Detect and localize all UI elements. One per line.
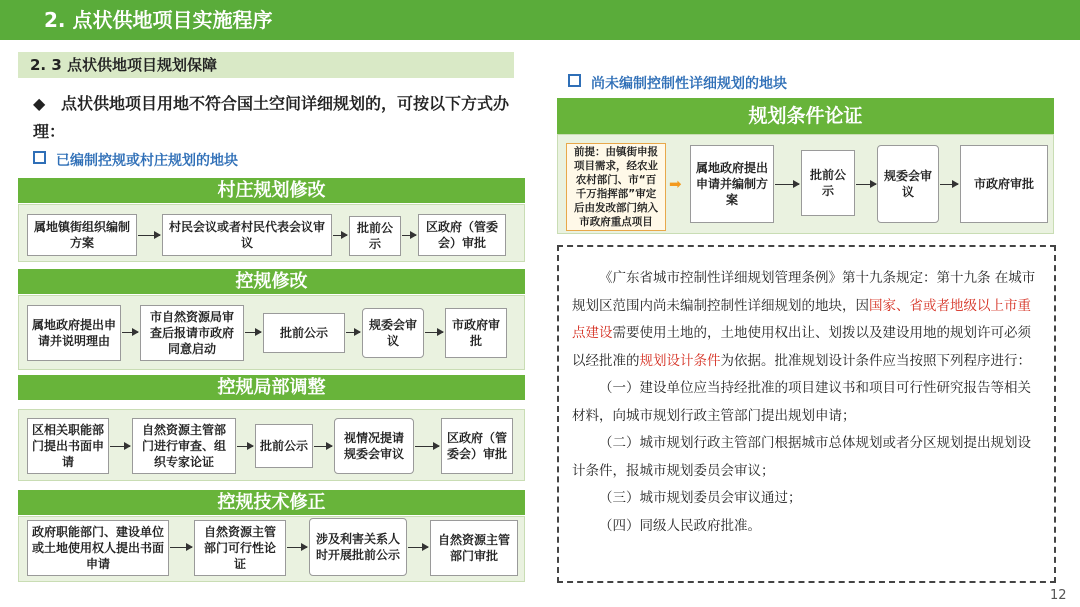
square-bullet-icon [33, 151, 46, 164]
arrow-right-icon [314, 446, 332, 447]
diamond-bullet-icon: ◆ [33, 94, 46, 113]
planning-condition-band: 规划条件论证 [557, 98, 1054, 134]
flow-step: 区相关职能部门提出书面申请 [27, 418, 109, 474]
intro-paragraph [33, 90, 523, 146]
arrow-right-icon [402, 235, 416, 236]
flow-step: 自然资源主管部门审批 [430, 520, 518, 576]
arrow-right-icon [245, 332, 261, 333]
arrow-right-icon [138, 235, 160, 236]
flow-step: 批前公示 [255, 424, 313, 468]
partial-adjustment-band: 控规局部调整 [18, 375, 525, 400]
arrow-right-icon [856, 184, 876, 185]
square-bullet-icon [568, 74, 581, 87]
arrow-right-icon [122, 332, 138, 333]
arrow-right-icon [425, 332, 443, 333]
flow-step: 涉及利害关系人时开展批前公示 [309, 518, 407, 576]
regulation-item: （四）同级人民政府批准。 [599, 517, 761, 534]
flow-step: 自然资源主管部门可行性论证 [194, 520, 286, 576]
regulation-item: （二）城市规划行政主管部门根据城市总体规划或者分区规划提出规划设计条件，报城市规划委员会审议； [572, 435, 1031, 479]
arrow-right-icon [237, 446, 253, 447]
flow-step: 区政府（管委会）审批 [441, 418, 513, 474]
flow-step: 批前公示 [349, 216, 401, 256]
arrow-right-icon [170, 547, 192, 548]
village-plan-band: 村庄规划修改 [18, 178, 525, 203]
flow-step: 属地政府提出申请并说明理由 [27, 305, 121, 361]
regulation-highlight: 国家、省或者地级以上市重点建设 [572, 297, 1031, 341]
flow-step: 规委会审议 [362, 308, 424, 358]
regulation-text [572, 265, 1042, 540]
left-subheading [33, 150, 238, 170]
right-subheading-text: 尚未编制控制性详细规划的地块 [591, 76, 787, 92]
page-title: 2. 点状供地项目实施程序 [0, 0, 1080, 40]
regulation-item: （一）建设单位应当持经批准的项目建议书和项目可行性研究报告等相关材料，向城市规划行政主管部门提出规划申请； [572, 380, 1031, 424]
flow-step: 自然资源主管部门进行审查、组织专家论证 [132, 418, 236, 474]
flow-step: 市政府审批 [960, 145, 1048, 223]
regulation-highlight: 规划设计条件 [639, 352, 721, 369]
arrow-right-icon [346, 332, 360, 333]
flow-step: 属地政府提出申请并编制方案 [690, 145, 774, 223]
flow-step: 市自然资源局审查后报请市政府同意启动 [140, 305, 244, 361]
regulation-paragraph [572, 265, 1042, 375]
flow-step: 视情况提请规委会审议 [334, 418, 414, 474]
regulation-text-part: 为依据。批准规划设计条件应当按照下列程序进行： [720, 352, 1031, 369]
flow-step: 村民会议或者村民代表会议审议 [162, 214, 332, 256]
arrow-right-icon [415, 446, 439, 447]
flow-step: 批前公示 [263, 313, 345, 353]
left-subheading-text: 已编制控规或村庄规划的地块 [56, 153, 238, 169]
flow-step: 政府职能部门、建设单位或土地使用权人提出书面申请 [27, 520, 169, 576]
regulation-text-part: 需要使用土地的，土地使用权出让、划拨以及建设用地的规划许可必须以经批准的 [572, 325, 1031, 369]
flow-step: 批前公示 [801, 150, 855, 216]
arrow-right-icon [287, 547, 307, 548]
arrow-right-icon [940, 184, 958, 185]
double-arrow-right-icon: ➡ [669, 175, 682, 193]
arrow-right-icon [110, 446, 130, 447]
technical-correction-band: 控规技术修正 [18, 490, 525, 515]
regulation-text-part: 《广东省城市控制性详细规划管理条例》第十九条规定：第十九条 在城市规划区范围内尚未编制控制性详细规划的地块，因 [572, 270, 1036, 314]
regulatory-plan-band: 控规修改 [18, 269, 525, 294]
flow-step: 属地镇街组织编制方案 [27, 214, 137, 256]
arrow-right-icon [333, 235, 347, 236]
right-subheading [568, 73, 787, 93]
page-number: 12 [1050, 588, 1067, 603]
regulation-item: （三）城市规划委员会审议通过； [599, 490, 802, 506]
arrow-right-icon [775, 184, 799, 185]
flow-step: 区政府（管委会）审批 [418, 214, 506, 256]
intro-text: 点状供地项目用地不符合国土空间详细规划的，可按以下方式办理： [33, 94, 510, 141]
arrow-right-icon [408, 547, 428, 548]
flow-step: 市政府审批 [445, 308, 507, 358]
premise-note: 前提：由镇街申报项目需求，经农业农村部门、市“百千万指挥部”审定后由发改部门纳入市政府重点项目 [566, 143, 666, 231]
section-title: 2. 3 点状供地项目规划保障 [18, 52, 514, 78]
flow-step: 规委会审议 [877, 145, 939, 223]
